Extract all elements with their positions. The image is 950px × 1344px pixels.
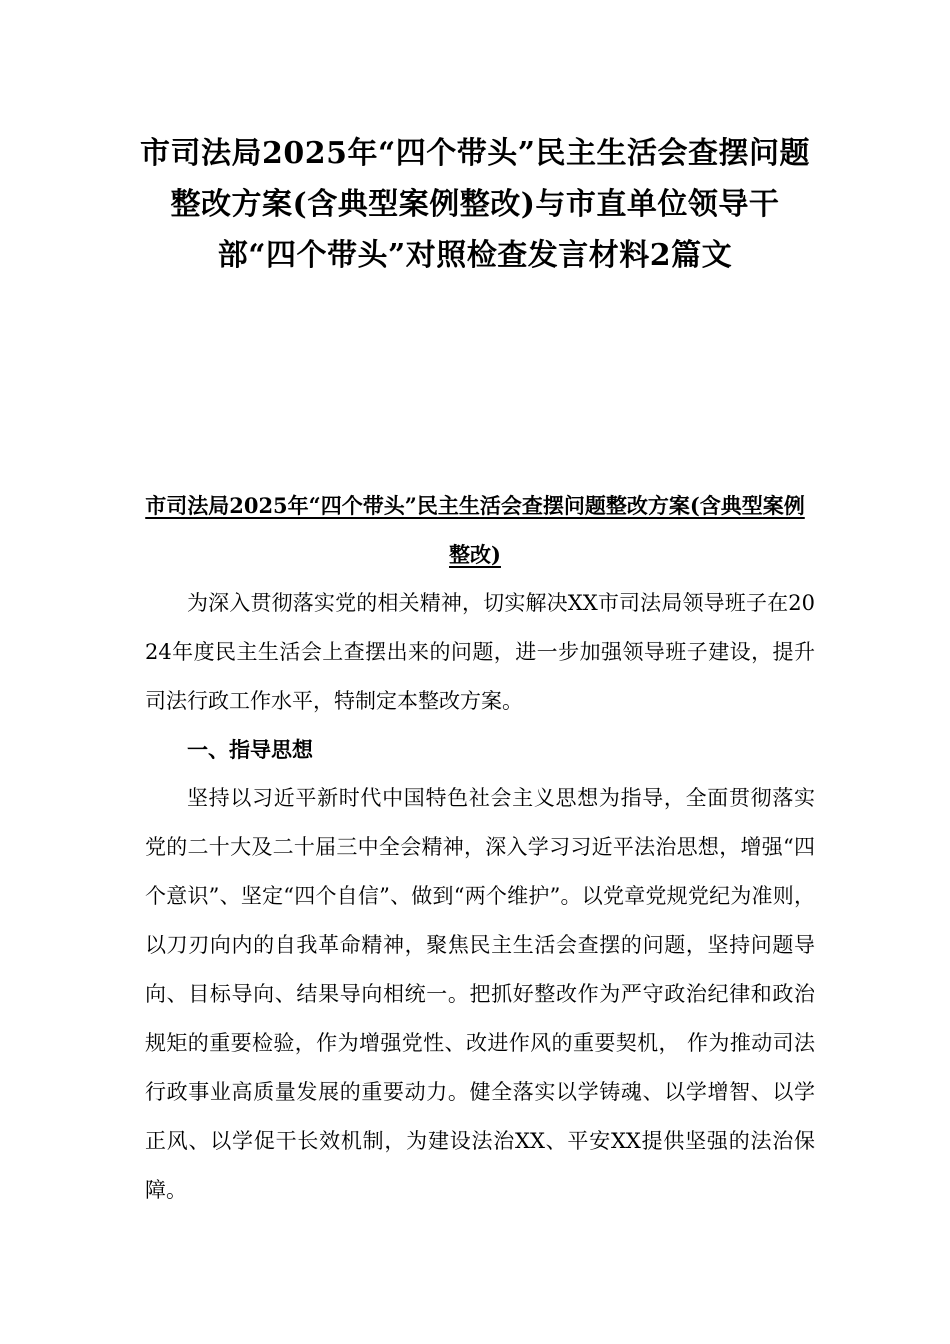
heading-guiding-ideology: 一、指导思想 bbox=[187, 737, 313, 762]
guiding-ideology-paragraph: 坚持以习近平新时代中国特色社会主义思想为指导，全面贯彻落实党的二十大及二十届三中全会精神，深入学习习近平法治思想，增强“四个意识”、坚定“四个自信”、做到“两个维护”。以党章党规党纪为准则，以刀刃向内的自我革命精神，聚焦民主生活会查摆的问题，坚持问题导向、目标导向、结果导向相统一。把抓好整改作为严守政治纪律和政治规矩的重要检验，作为增强党性、改进作风的重要契机， 作为推动司法行政事业高质量发展的重要动力。健全落实以学铸魂、以学增智、以学正风、以学促干长效机制，为建设法治XX、平安XX提供坚强的法治保障。 bbox=[145, 786, 815, 1202]
intro-paragraph: 为深入贯彻落实党的相关精神，切实解决XX市司法局领导班子在2024年度民主生活会上查摆出来的问题，进一步加强领导班子建设，提升司法行政工作水平，特制定本整改方案。 bbox=[145, 591, 815, 713]
section-title: 市司法局2025年“四个带头”民主生活会查摆问题整改方案(含典型案例整改) bbox=[145, 493, 805, 567]
document-main-title: 市司法局2025年“四个带头”民主生活会查摆问题整改方案(含典型案例整改)与市直单位领导干部“四个带头”对照检查发言材料2篇文 bbox=[140, 136, 811, 273]
